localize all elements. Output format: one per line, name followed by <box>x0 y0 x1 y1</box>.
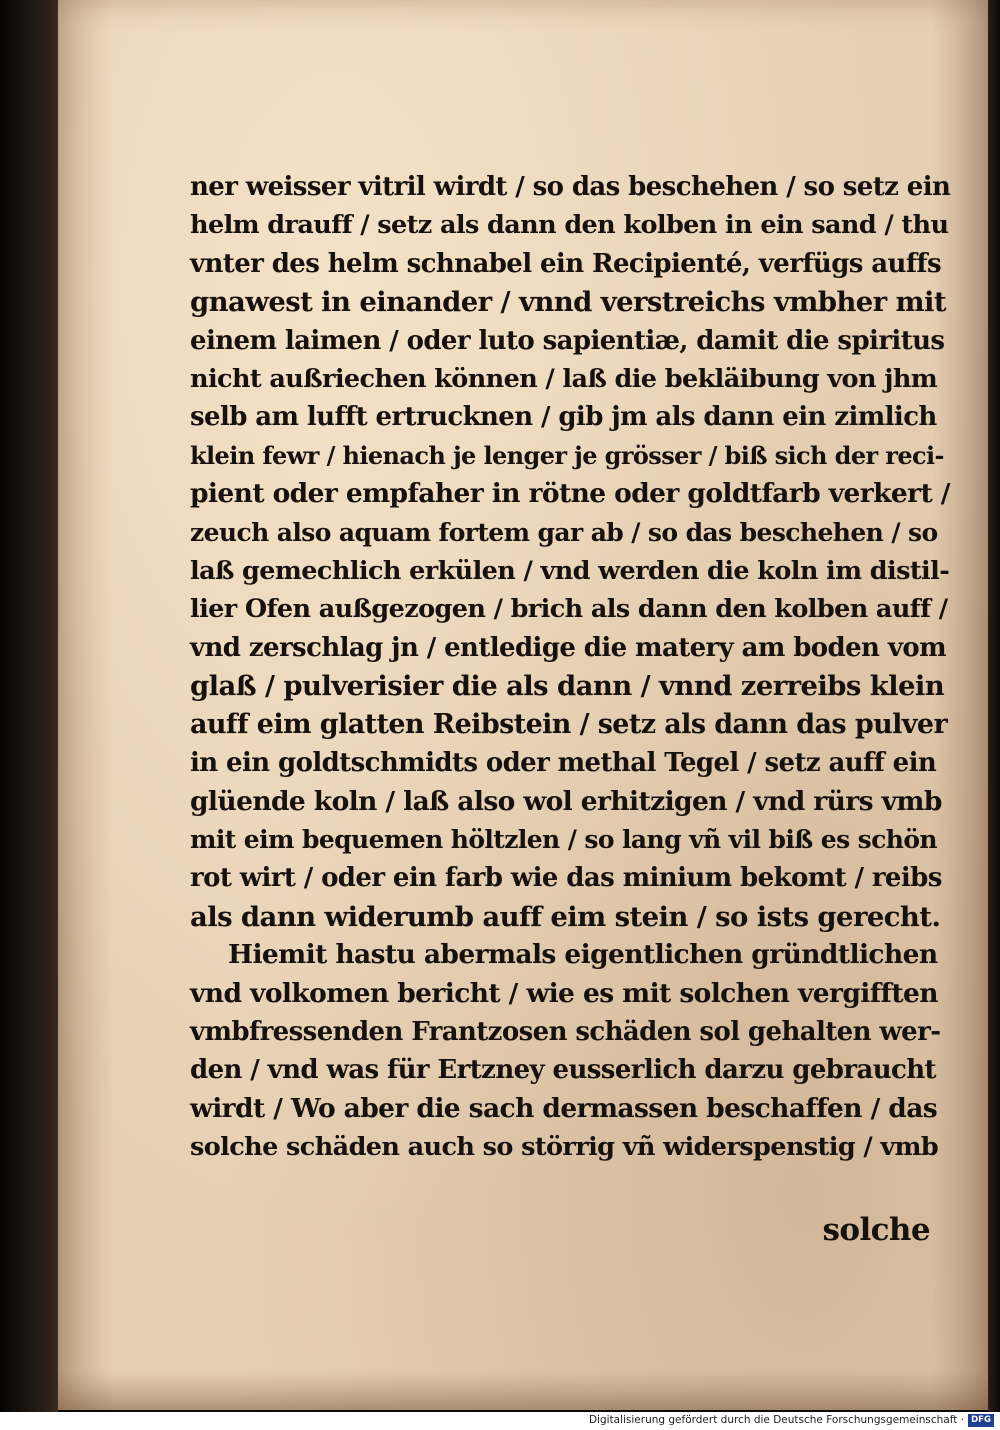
text-line-26: solche schäden auch so störrig vñ widerspenstig / vmb <box>190 1132 939 1163</box>
text-line-5: einem laimen / oder luto sapientiæ, damit die spiritus <box>190 325 945 356</box>
text-line-18: mit eim bequemen höltzlen / so lang vñ vil biß es schön <box>190 824 937 854</box>
text-line-17: glüende koln / laß also wol erhitzigen / vnd rürs vmb <box>190 785 942 817</box>
right-page-edge <box>988 0 1000 1412</box>
text-line-3: vnter des helm schnabel ein Recipienté, verfügs auffs <box>190 248 942 279</box>
text-line-10: zeuch also aquam fortem gar ab / so das beschehen / so <box>190 517 938 547</box>
text-line-24: den / vnd was für Ertzney eusserlich darzu gebraucht <box>190 1055 936 1086</box>
dfg-logo: DFG <box>968 1414 994 1427</box>
text-line-11: laß gemechlich erkülen / vnd werden die koln im distil- <box>190 556 950 587</box>
text-line-2: helm drauff / setz als dann den kolben in ein sand / thu <box>190 210 949 241</box>
page-text-block <box>190 168 950 1167</box>
text-line-6: nicht außriechen können / laß die bekläibung von jhm <box>190 364 938 395</box>
digitization-credit: Digitalisierung gefördert durch die Deutsche Forschungsgemeinschaft · <box>588 1414 964 1426</box>
book-binding-edge <box>0 0 58 1412</box>
text-line-13: vnd zerschlag jn / entledige die matery am boden vom <box>190 632 946 663</box>
text-line-23: vmbfressenden Frantzosen schäden sol gehalten wer- <box>190 1016 941 1047</box>
text-line-15: auff eim glatten Reibstein / setz als dann das pulver <box>190 708 948 740</box>
text-line-8: klein fewr / hienach je lenger je grösser / biß sich der reci- <box>190 440 944 470</box>
text-line-19: rot wirt / oder ein farb wie das minium bekomt / reibs <box>190 863 942 894</box>
text-line-1: ner weisser vitril wirdt / so das beschehen / so setz ein <box>190 172 951 202</box>
text-line-20: als dann widerumb auff eim stein / so ists gerecht. <box>190 900 941 933</box>
text-line-25: wirdt / Wo aber die sach dermassen beschaffen / das <box>190 1092 938 1124</box>
text-line-4: gnawest in einander / vnnd verstreichs vmbher mit <box>190 286 946 319</box>
catchword: solche <box>822 1212 930 1248</box>
text-line-9: pient oder empfaher in rötne oder goldtfarb verkert / <box>190 478 950 510</box>
text-line-22: vnd volkomen bericht / wie es mit solchen vergifften <box>190 977 938 1009</box>
text-line-14: glaß / pulverisier die als dann / vnnd zerreibs klein <box>190 670 945 703</box>
text-line-7: selb am lufft ertrucknen / gib jm als dann ein zimlich <box>190 402 937 433</box>
text-line-21: Hiemit hastu abermals eigentlichen gründtlichen <box>228 939 938 971</box>
text-line-16: in ein goldtschmidts oder methal Tegel / setz auff ein <box>190 748 937 779</box>
text-line-12: lier Ofen außgezogen / brich als dann den kolben auff / <box>190 594 948 625</box>
